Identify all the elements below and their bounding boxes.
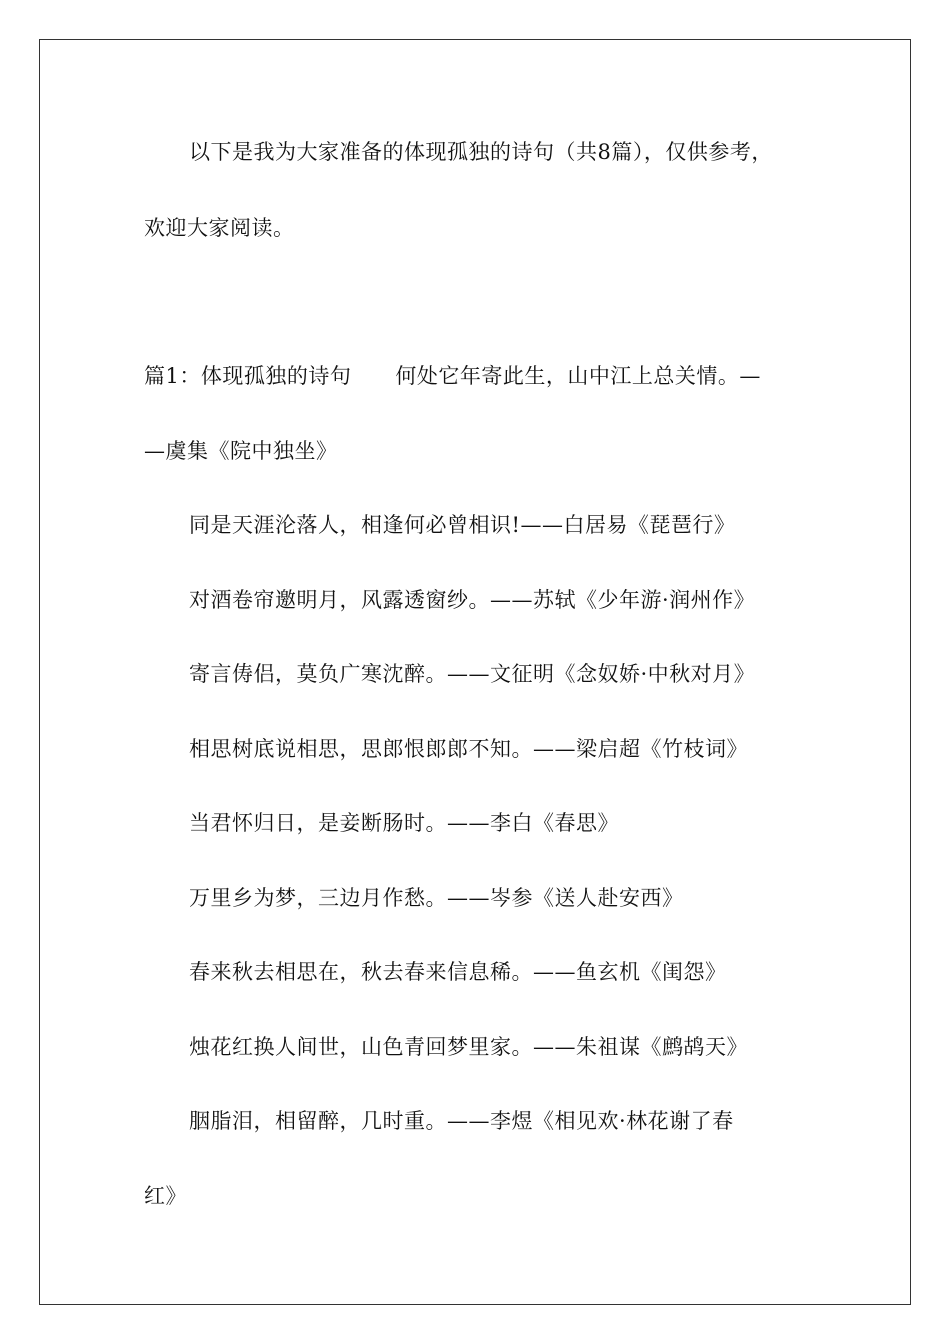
- verse-line: 春来秋去相思在，秋去春来信息稀。——鱼玄机《闺怨》: [189, 960, 727, 984]
- verse-line: 胭脂泪，相留醉，几时重。——李煜《相见欢·林花谢了春: [189, 1109, 734, 1133]
- verse-line: 烛花红换人间世，山色青回梦里家。——朱祖谋《鹧鸪天》: [189, 1035, 748, 1059]
- verse-line: 相思树底说相思，思郎恨郎郎不知。——梁启超《竹枝词》: [189, 737, 748, 761]
- verse-line: 寄言俦侣，莫负广寒沈醉。——文征明《念奴娇·中秋对月》: [189, 662, 756, 686]
- verse-line: 当君怀归日，是妾断肠时。——李白《春思》: [189, 811, 619, 835]
- section-1-first-verse-wrap: —虞集《院中独坐》: [144, 439, 338, 463]
- verse-line: 对酒卷帘邀明月，风露透窗纱。——苏轼《少年游·润州作》: [189, 588, 756, 612]
- verse-line-wrap: 红》: [144, 1184, 187, 1208]
- intro-line-1: 以下是我为大家准备的体现孤独的诗句（共8篇），仅供参考，: [189, 140, 773, 164]
- section-1-first-verse: 何处它年寄此生，山中江上总关情。—: [395, 364, 761, 388]
- intro-line-2: 欢迎大家阅读。: [144, 216, 295, 240]
- verse-line: 万里乡为梦，三边月作愁。——岑参《送人赴安西》: [189, 886, 684, 910]
- verse-line: 同是天涯沦落人，相逢何必曾相识!——白居易《琵琶行》: [189, 513, 736, 537]
- section-1-first-line: [144, 362, 761, 390]
- section-1-heading: 篇1：体现孤独的诗句: [144, 364, 352, 388]
